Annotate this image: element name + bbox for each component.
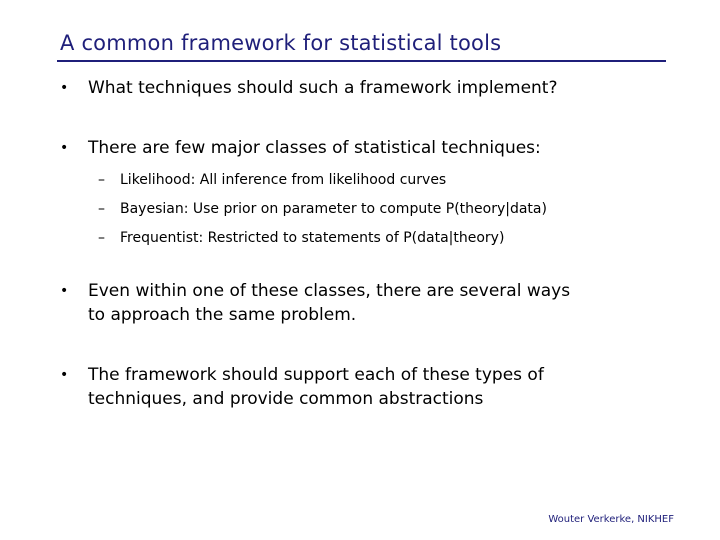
bullet-glyph: • bbox=[60, 367, 69, 383]
dash-glyph: – bbox=[98, 172, 105, 188]
bullet-3-text bbox=[88, 279, 570, 327]
sub-bullet-3-text: Frequentist: Restricted to statements of P(data|theory) bbox=[120, 230, 505, 246]
dash-glyph: – bbox=[98, 201, 105, 217]
sub-bullet-bayesian bbox=[98, 199, 547, 219]
title-underline bbox=[57, 60, 666, 62]
bullet-1 bbox=[60, 76, 558, 100]
bullet-glyph: • bbox=[60, 140, 69, 156]
sub-bullet-2-text: Bayesian: Use prior on parameter to compute P(theory|data) bbox=[120, 201, 547, 217]
sub-bullet-1-text: Likelihood: All inference from likelihood curves bbox=[120, 172, 447, 188]
bullet-4-text bbox=[88, 363, 544, 411]
bullet-3-line-2: to approach the same problem. bbox=[88, 305, 357, 325]
bullet-glyph: • bbox=[60, 80, 69, 96]
bullet-glyph: • bbox=[60, 283, 69, 299]
bullet-3-line-1: Even within one of these classes, there are several ways bbox=[88, 281, 571, 301]
bullet-4-line-1: The framework should support each of these types of bbox=[88, 365, 544, 385]
bullet-3 bbox=[60, 279, 570, 327]
slide-title: A common framework for statistical tools bbox=[60, 31, 502, 55]
bullet-1-text: What techniques should such a framework implement? bbox=[88, 78, 558, 98]
bullet-4-line-2: techniques, and provide common abstractions bbox=[88, 389, 484, 409]
bullet-2-text: There are few major classes of statistical techniques: bbox=[88, 138, 541, 158]
bullet-2 bbox=[60, 136, 541, 160]
footer-credit: Wouter Verkerke, NIKHEF bbox=[548, 514, 674, 525]
dash-glyph: – bbox=[98, 230, 105, 246]
sub-bullet-frequentist bbox=[98, 228, 504, 248]
bullet-4 bbox=[60, 363, 544, 411]
sub-bullet-likelihood bbox=[98, 170, 446, 190]
